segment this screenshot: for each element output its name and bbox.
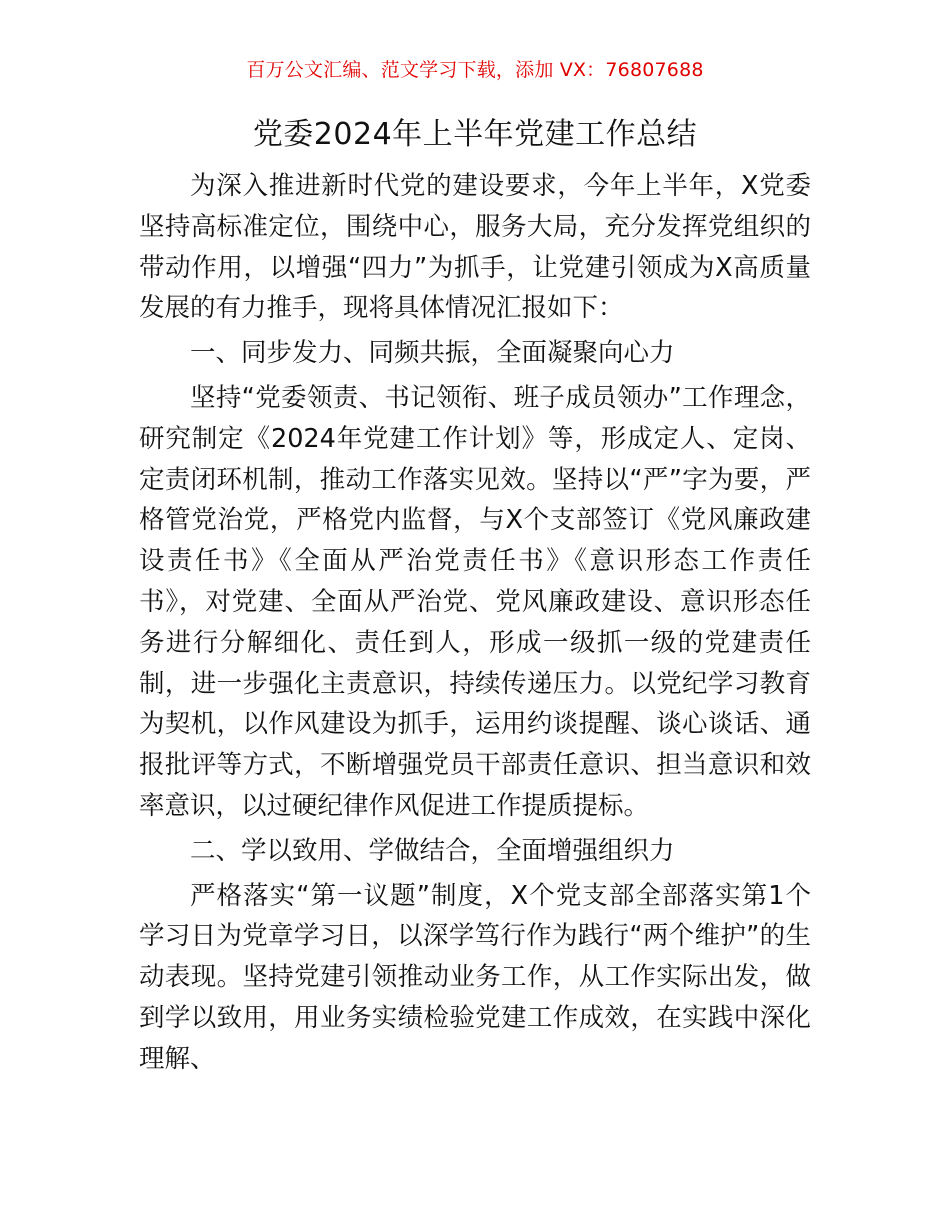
section-heading-2: 二、学以致用、学做结合，全面增强组织力 bbox=[190, 835, 675, 866]
section-body-2: 严格落实“第一议题”制度，X个党支部全部落实第1个学习日为党章学习日，以深学笃行作为践行“两个维护”的生动表现。坚持党建引领推动业务工作，从工作实际出发，做到学以致用，用业务实绩检验党建工作成效，在实践中深化理解、 bbox=[139, 880, 811, 1074]
section-body-1: 坚持“党委领责、书记领衔、班子成员领办”工作理念，研究制定《2024年党建工作计划》等，形成定人、定岗、定责闭环机制，推动工作落实见效。坚持以“严”字为要，严格管党治党，严格党内监督，与X个支部签订《党风廉政建设责任书》《全面从严治党责任书》《意识形态工作责任书》，对党建、全面从严治党、党风廉政建设、意识形态任务进行分解细化、责任到人，形成一级抓一级的党建责任制，进一步强化主责意识，持续传递压力。以党纪学习教育为契机，以作风建设为抓手，运用约谈提醒、谈心谈话、通报批评等方式，不断增强党员干部责任意识、担当意识和效率意识，以过硬纪律作风促进工作提质提标。 bbox=[139, 382, 811, 821]
page-title: 党委2024年上半年党建工作总结 bbox=[252, 117, 698, 152]
document-body bbox=[139, 166, 811, 1084]
header-watermark-note: 百万公文汇编、范文学习下载，添加 VX：76807688 bbox=[246, 59, 704, 81]
intro-paragraph: 为深入推进新时代党的建设要求，今年上半年，X党委坚持高标准定位，围绕中心，服务大局，充分发挥党组织的带动作用，以增强“四力”为抓手，让党建引领成为X高质量发展的有力推手，现将具体情况汇报如下： bbox=[139, 171, 811, 324]
section-heading-1: 一、同步发力、同频共振，全面凝聚向心力 bbox=[190, 338, 675, 369]
